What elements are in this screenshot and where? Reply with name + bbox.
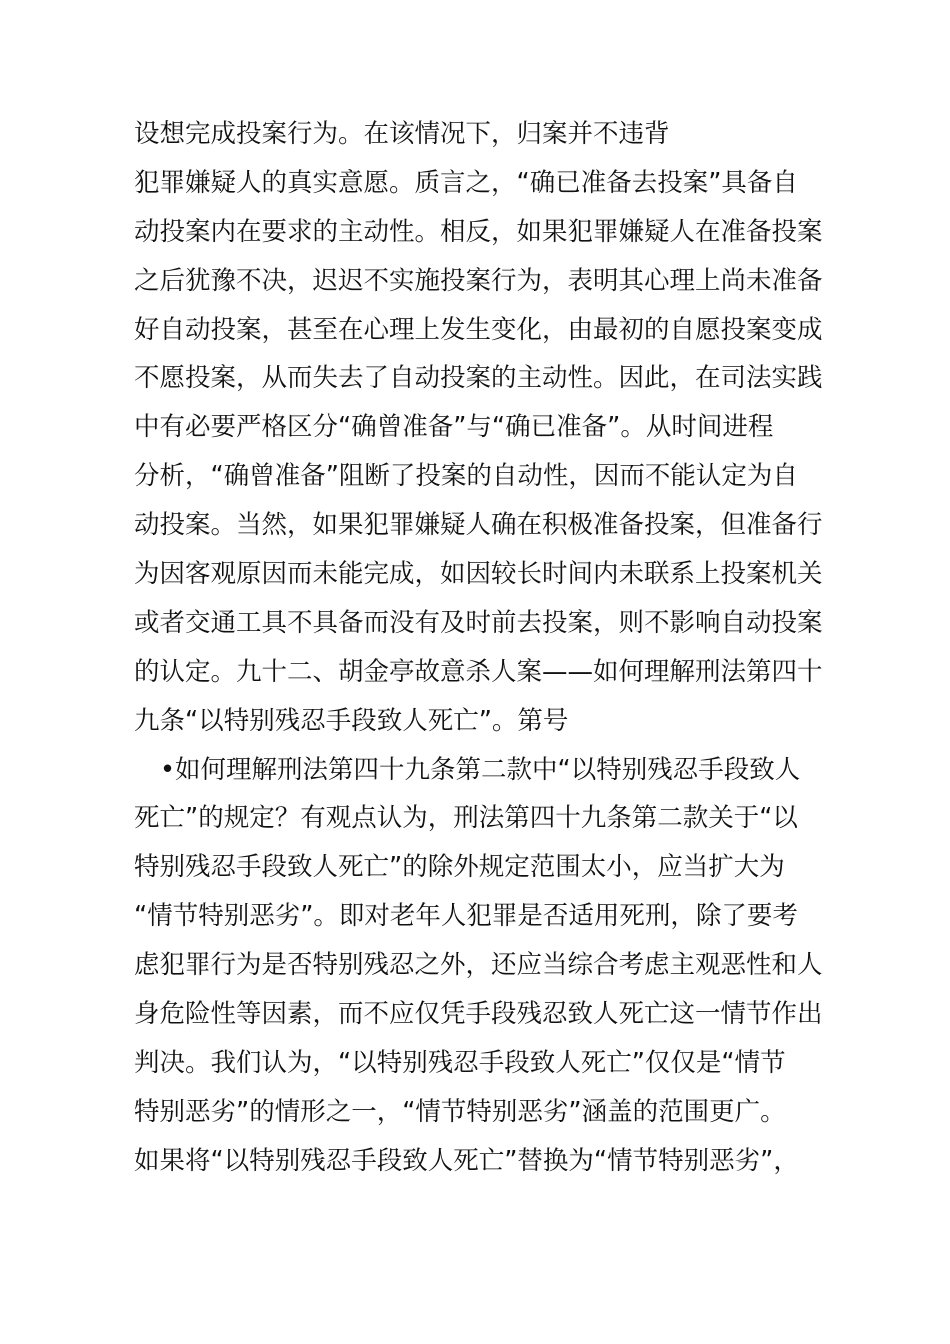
text-line: 中有必要严格区分“确曾准备”与“确已准备”。从时间进程 <box>134 412 774 443</box>
text-line: 或者交通工具不具备而没有及时前去投案，则不影响自动投案 <box>134 607 823 638</box>
text-line: 为因客观原因而未能完成，如因较长时间内未联系上投案机关 <box>134 559 823 590</box>
text-line: 动投案。当然，如果犯罪嫌疑人确在积极准备投案，但准备行 <box>134 510 823 541</box>
text-line: 虑犯罪行为是否特别残忍之外，还应当综合考虑主观恶性和人 <box>134 950 823 981</box>
text-line: 设想完成投案行为。在该情况下，归案并不违背 <box>134 119 670 149</box>
text-line: 之后犹豫不决，迟迟不实施投案行为，表明其心理上尚未准备 <box>134 265 823 296</box>
text-line: 的认定。九十二、胡金亭故意杀人案——如何理解刑法第四十 <box>134 656 823 687</box>
paragraph-2 <box>134 746 834 1186</box>
text-line: “情节特别恶劣”。即对老年人犯罪是否适用死刑，除了要考 <box>134 901 798 932</box>
paragraph-1 <box>134 110 834 746</box>
text-line: 身危险性等因素，而不应仅凭手段残忍致人死亡这一情节作出 <box>134 999 823 1030</box>
text-line: 特别残忍手段致人死亡”的除外规定范围太小，应当扩大为 <box>134 852 785 883</box>
text-line: 犯罪嫌疑人的真实意愿。质言之，“确已准备去投案”具备自 <box>134 167 798 198</box>
text-line: 不愿投案，从而失去了自动投案的主动性。因此，在司法实践 <box>134 363 823 394</box>
text-line: 好自动投案，甚至在心理上发生变化，由最初的自愿投案变成 <box>134 314 823 345</box>
text-line: 动投案内在要求的主动性。相反，如果犯罪嫌疑人在准备投案 <box>134 216 823 247</box>
text-line: 如果将“以特别残忍手段致人死亡”替换为“情节特别恶劣”， <box>134 1145 799 1176</box>
document-body <box>134 110 834 1186</box>
text-line: 九条“以特别残忍手段致人死亡”。第号 <box>134 705 569 736</box>
text-line: 判决。我们认为，“以特别残忍手段致人死亡”仅仅是“情节 <box>134 1047 786 1078</box>
text-line-bulleted: •如何理解刑法第四十九条第二款中“以特别残忍手段致人 <box>160 754 801 785</box>
text-line: 分析，“确曾准备”阻断了投案的自动性，因而不能认定为自 <box>134 461 798 492</box>
text-line: 特别恶劣”的情形之一，“情节特别恶劣”涵盖的范围更广。 <box>134 1096 786 1127</box>
text-line: 死亡”的规定？有观点认为，刑法第四十九条第二款关于“以 <box>134 803 798 834</box>
